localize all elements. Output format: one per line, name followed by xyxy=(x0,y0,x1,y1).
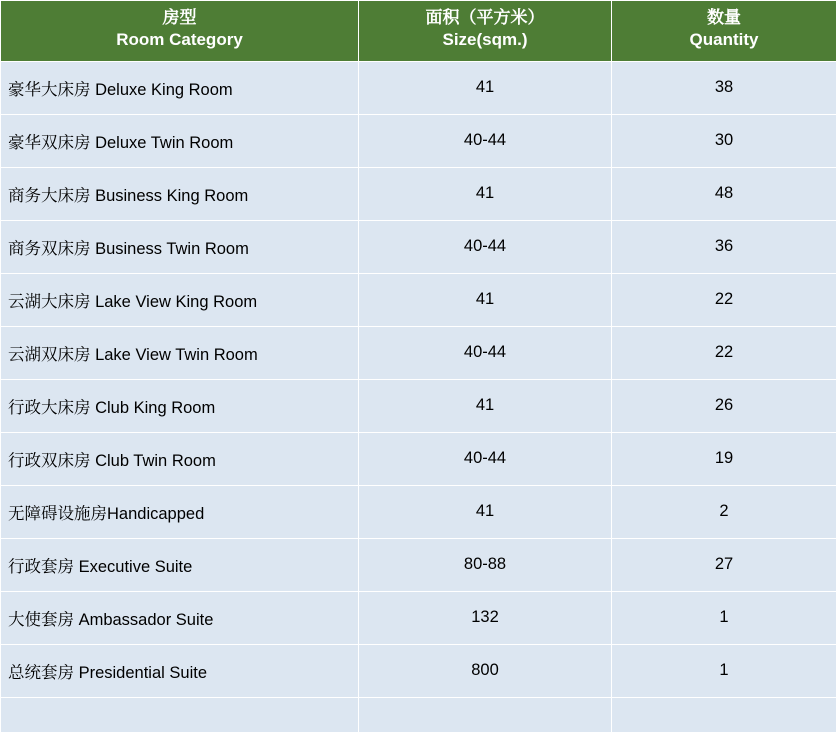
cell-room-category: 行政大床房 Club King Room xyxy=(1,379,359,432)
cell-room-category: 行政套房 Executive Suite xyxy=(1,538,359,591)
table-body xyxy=(1,61,836,732)
column-header-size-zh: 面积（平方米） xyxy=(363,7,607,29)
cell-quantity: 1 xyxy=(612,644,836,697)
cell-room-category: 总统套房 Presidential Suite xyxy=(1,644,359,697)
cell-room-category: 云湖大床房 Lake View King Room xyxy=(1,273,359,326)
table-header xyxy=(1,1,836,62)
cell-size: 40-44 xyxy=(359,114,612,167)
cell-quantity: 19 xyxy=(612,432,836,485)
table-row xyxy=(1,220,836,273)
table-row xyxy=(1,432,836,485)
column-header-quantity xyxy=(612,1,836,62)
cell-filler-size xyxy=(359,697,612,732)
cell-quantity: 22 xyxy=(612,326,836,379)
column-header-room-category-zh: 房型 xyxy=(5,7,354,29)
cell-quantity: 22 xyxy=(612,273,836,326)
table-header-row xyxy=(1,1,836,62)
cell-size: 40-44 xyxy=(359,326,612,379)
column-header-quantity-en: Quantity xyxy=(616,29,832,51)
cell-size: 41 xyxy=(359,167,612,220)
table-row xyxy=(1,273,836,326)
table-row xyxy=(1,379,836,432)
table-row xyxy=(1,485,836,538)
cell-size: 800 xyxy=(359,644,612,697)
table-row xyxy=(1,326,836,379)
cell-room-category: 云湖双床房 Lake View Twin Room xyxy=(1,326,359,379)
cell-room-category: 商务大床房 Business King Room xyxy=(1,167,359,220)
cell-room-category: 大使套房 Ambassador Suite xyxy=(1,591,359,644)
table-row xyxy=(1,644,836,697)
cell-room-category: 无障碍设施房Handicapped xyxy=(1,485,359,538)
cell-size: 41 xyxy=(359,61,612,114)
cell-quantity: 30 xyxy=(612,114,836,167)
table-row xyxy=(1,114,836,167)
cell-size: 41 xyxy=(359,379,612,432)
column-header-room-category-en: Room Category xyxy=(5,29,354,51)
cell-room-category: 豪华大床房 Deluxe King Room xyxy=(1,61,359,114)
cell-room-category: 豪华双床房 Deluxe Twin Room xyxy=(1,114,359,167)
cell-size: 40-44 xyxy=(359,432,612,485)
column-header-size-en: Size(sqm.) xyxy=(363,29,607,51)
cell-quantity: 26 xyxy=(612,379,836,432)
cell-quantity: 38 xyxy=(612,61,836,114)
cell-quantity: 48 xyxy=(612,167,836,220)
column-header-room-category xyxy=(1,1,359,62)
cell-filler-name xyxy=(1,697,359,732)
cell-size: 40-44 xyxy=(359,220,612,273)
cell-room-category: 行政双床房 Club Twin Room xyxy=(1,432,359,485)
column-header-size xyxy=(359,1,612,62)
table-row xyxy=(1,61,836,114)
table-row xyxy=(1,538,836,591)
cell-quantity: 2 xyxy=(612,485,836,538)
table-row-filler xyxy=(1,697,836,732)
table-row xyxy=(1,167,836,220)
column-header-quantity-zh: 数量 xyxy=(616,7,832,29)
cell-size: 132 xyxy=(359,591,612,644)
cell-size: 41 xyxy=(359,485,612,538)
cell-quantity: 36 xyxy=(612,220,836,273)
cell-quantity: 27 xyxy=(612,538,836,591)
cell-room-category: 商务双床房 Business Twin Room xyxy=(1,220,359,273)
cell-filler-quantity xyxy=(612,697,836,732)
cell-size: 41 xyxy=(359,273,612,326)
cell-quantity: 1 xyxy=(612,591,836,644)
cell-size: 80-88 xyxy=(359,538,612,591)
table-row xyxy=(1,591,836,644)
